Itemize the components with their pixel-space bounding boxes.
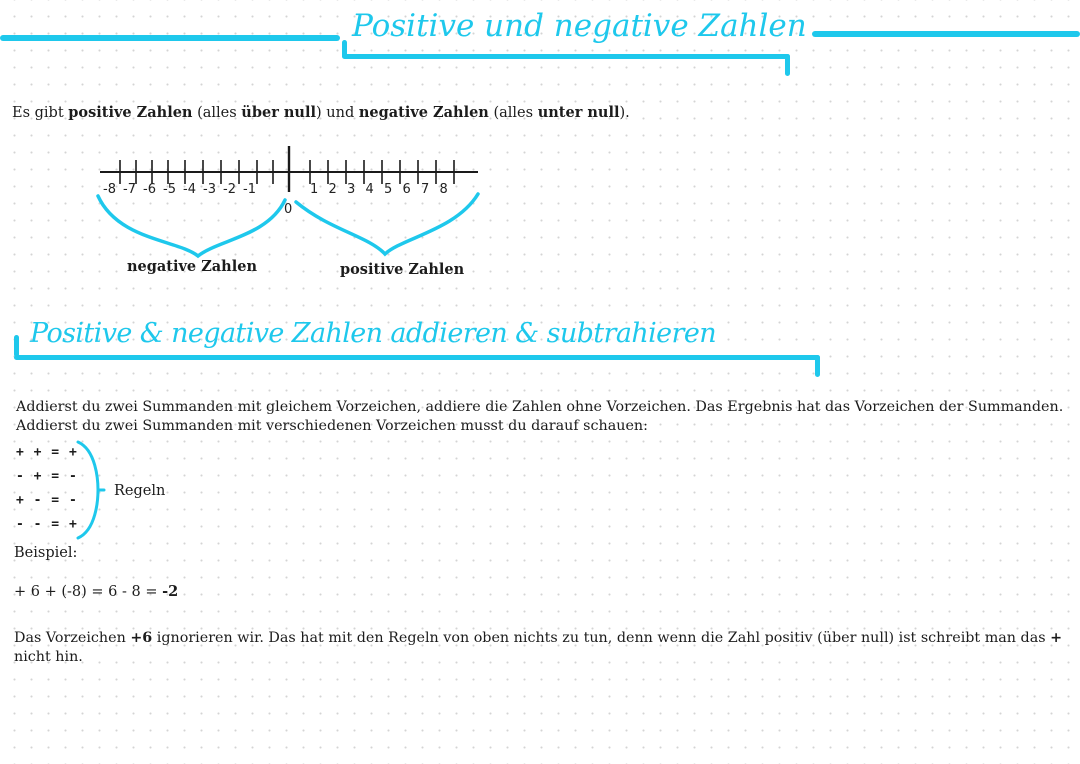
- negative-caption: negative Zahlen: [127, 258, 258, 275]
- header-bar-right: [812, 31, 1080, 37]
- negative-tick-label: -5: [163, 182, 176, 197]
- positive-tick-label: 4: [365, 182, 374, 197]
- title-underline-tick-left: [342, 40, 347, 58]
- section2-title: Positive & negative Zahlen addieren & subtrahieren: [30, 318, 717, 349]
- positive-brace: [296, 194, 478, 254]
- title-underline: [342, 54, 790, 59]
- page-title: Positive und negative Zahlen: [352, 8, 807, 44]
- header-bar-left: [0, 35, 340, 41]
- negative-tick-label: -8: [103, 182, 116, 197]
- intro-text: Es gibt positive Zahlen (alles über null) und negative Zahlen (alles unter null).: [12, 104, 630, 121]
- negative-tick-label: -2: [223, 182, 236, 197]
- negative-tick-label: -6: [143, 182, 156, 197]
- rules-label: Regeln: [114, 483, 166, 499]
- positive-tick-label: 1: [310, 182, 319, 197]
- negative-tick-label: -3: [203, 182, 216, 197]
- positive-tick-label: 3: [347, 182, 356, 197]
- note-paragraph: Das Vorzeichen +6 ignorieren wir. Das hat mit den Regeln von oben nichts zu tun, denn wenn die Zahl positiv (über null) ist schreibt man das + nicht hin.: [14, 630, 1063, 665]
- section2-paragraph: Addierst du zwei Summanden mit gleichem Vorzeichen, addiere die Zahlen ohne Vorzeichen. Das Ergebnis hat das Vorzeichen der Summanden. Addierst du zwei Summanden mit verschiedenen Vorzeichen musst du darauf schauen:: [16, 399, 1064, 434]
- rules-brace: [76, 440, 116, 540]
- positive-tick-label: 5: [384, 182, 393, 197]
- positive-caption: positive Zahlen: [340, 261, 465, 278]
- positive-tick-label: 8: [439, 182, 448, 197]
- example-label: Beispiel:: [14, 545, 78, 561]
- positive-tick-label: 6: [402, 182, 411, 197]
- example-equation: + 6 + (-8) = 6 - 8 = -2: [14, 583, 179, 600]
- section2-tick-right: [815, 355, 820, 377]
- sign-rule: + + = +: [16, 445, 78, 460]
- sign-rule: - + = -: [16, 469, 78, 484]
- zero-label: 0: [284, 202, 293, 217]
- sign-rule: - - = +: [16, 517, 78, 532]
- positive-tick-label: 7: [421, 182, 430, 197]
- negative-brace: [98, 196, 285, 256]
- positive-tick-label: 2: [328, 182, 337, 197]
- section2-tick-left: [14, 335, 19, 357]
- negative-tick-label: -1: [243, 182, 256, 197]
- sign-rule: + - = -: [16, 493, 78, 508]
- title-underline-tick-right: [785, 54, 790, 76]
- section2-underline: [14, 355, 820, 360]
- negative-tick-label: -4: [183, 182, 196, 197]
- negative-tick-label: -7: [123, 182, 136, 197]
